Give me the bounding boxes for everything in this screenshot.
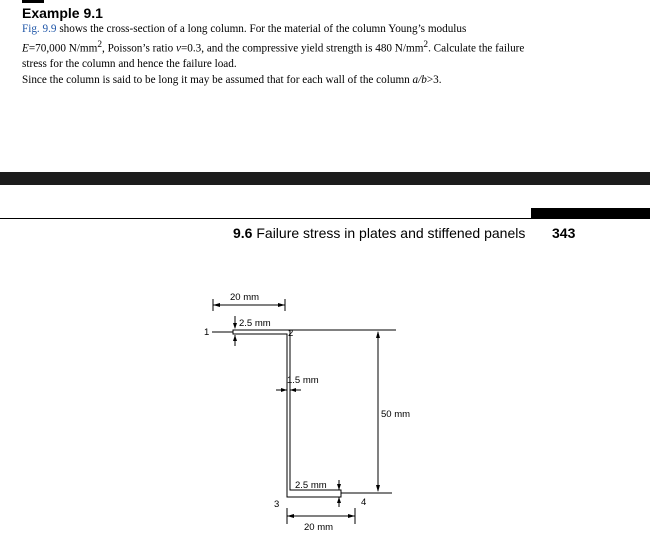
dim-bottom-flange-thickness-label: 2.5 mm	[295, 480, 327, 491]
point-label-4: 4	[361, 497, 367, 508]
point-label-3: 3	[274, 499, 280, 510]
example-line-2: E=70,000 $N/mm^2$, Poisson’s ratio ν=0.3, and the compressive yield strength is 480 $N/mm^2$. Calculate the failure	[22, 39, 525, 55]
arrowhead	[337, 484, 341, 490]
arrowhead	[281, 388, 287, 392]
section-title: Failure stress in plates and stiffened panels	[256, 225, 526, 241]
arrowhead	[233, 323, 237, 329]
arrowhead	[213, 303, 220, 307]
example-line-1: Fig. 9.9 shows the cross-section of a long column. For the material of the column Young’s modulus	[22, 23, 467, 35]
arrowhead	[348, 514, 355, 518]
arrowhead	[376, 485, 380, 492]
section-number: 9.6	[233, 225, 253, 241]
section-outline	[233, 330, 341, 497]
example-title: Example 9.1	[22, 5, 103, 21]
arrowhead	[233, 335, 237, 341]
arrowhead	[376, 331, 380, 338]
dim-bottom-width-label: 20 mm	[304, 522, 334, 533]
dim-top-flange-thickness-label: 2.5 mm	[239, 318, 271, 329]
dim-top-width-label: 20 mm	[230, 292, 260, 303]
example-line-4: Since the column is said to be long it may be assumed that for each wall of the column a/b>3.	[22, 73, 442, 86]
page-number: 343	[552, 225, 576, 241]
dim-web-thickness-label: 1.5 mm	[287, 375, 319, 386]
point-label-1: 1	[204, 327, 210, 338]
arrowhead	[278, 303, 285, 307]
point-label-2: 2	[288, 328, 294, 339]
figure-reference-link[interactable]: Fig. 9.9	[22, 23, 57, 35]
arrowhead	[290, 388, 296, 392]
arrowhead	[287, 514, 294, 518]
example-line-3: stress for the column and hence the failure load.	[22, 57, 237, 70]
dim-height-label: 50 mm	[381, 409, 411, 420]
arrowhead	[337, 497, 341, 503]
